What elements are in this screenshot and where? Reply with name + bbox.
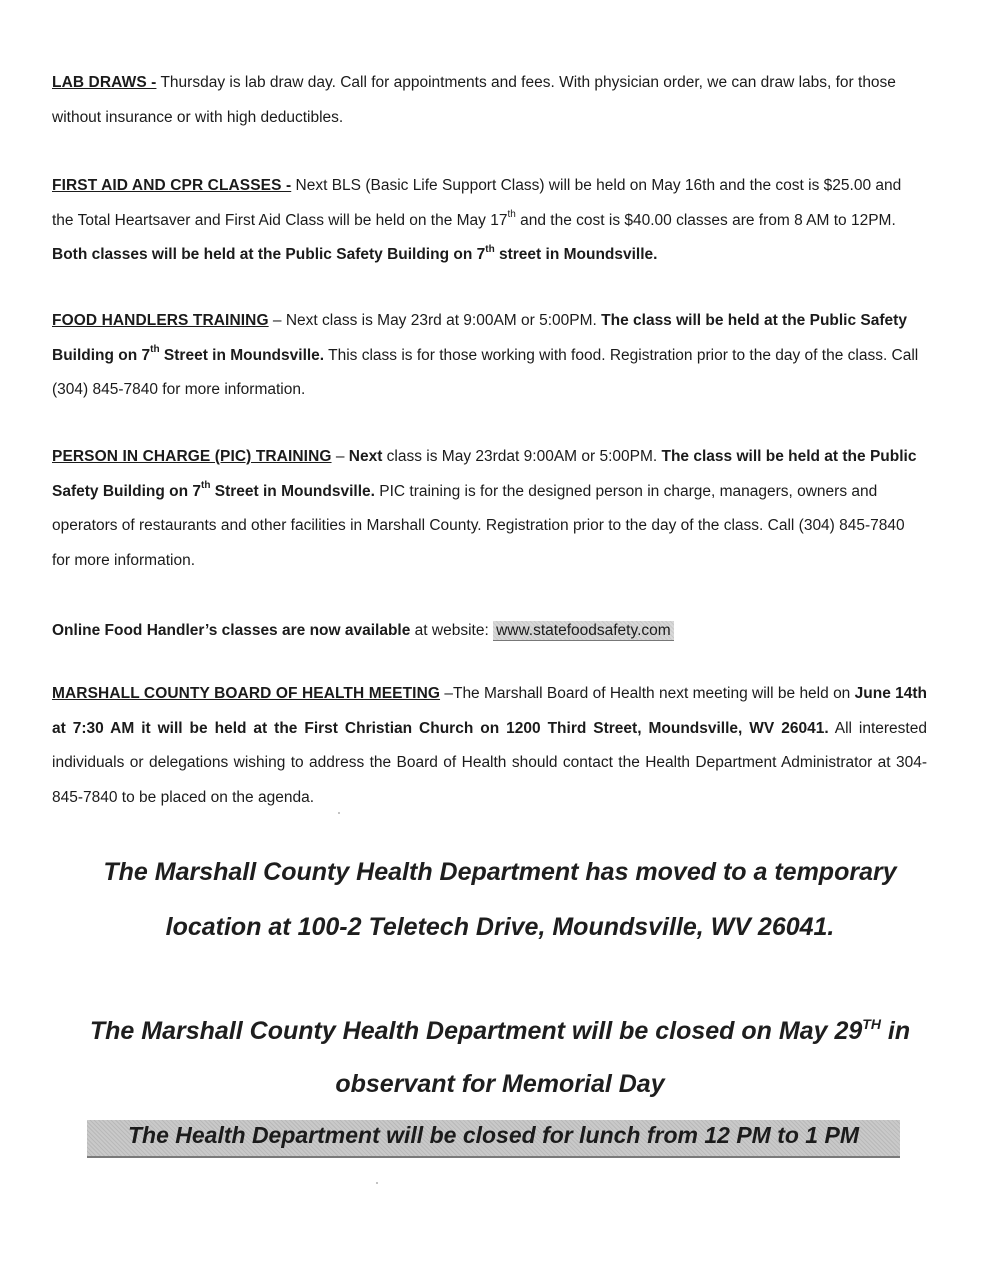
pic-next: Next xyxy=(348,448,383,465)
food-handlers-bold-1: The class will be held at the Public Safety Building on 7 xyxy=(52,312,907,364)
food-handlers-text-2: This class is for those working with food. Registration prior to the day of the class. Call (304) 845-7840 for more information. xyxy=(52,346,919,398)
closed-notice-line-1 xyxy=(40,1017,960,1046)
first-aid-sup-1: th xyxy=(507,209,516,221)
pic-bold-1: The class will be held at the Public Safety Building on 7 xyxy=(52,448,917,500)
food-handlers-section xyxy=(52,304,927,408)
first-aid-heading: FIRST AID AND CPR CLASSES - xyxy=(52,177,292,194)
pic-text-3: PIC training is for the designed person in charge, managers, owners and operators of restaurants and other facilities in Marshall County. Registration prior to the day of the class. Call (304) 845-7840 for more information. xyxy=(52,482,905,569)
closed-notice-text-a: The Marshall County Health Department will be closed on May 29 xyxy=(89,1017,863,1045)
pic-section xyxy=(52,440,927,578)
first-aid-text-1: Next BLS (Basic Life Support Class) will be held on May 16th and the cost is $25.00 and the Total Heartsaver and First Aid Class will be held on the May 17 xyxy=(52,177,902,229)
online-classes-section xyxy=(52,614,927,649)
pic-sup: th xyxy=(200,480,211,492)
moved-notice-line-2: location at 100-2 Teletech Drive, Moundsville, WV 26041. xyxy=(165,913,835,941)
website-link[interactable]: www.statefoodsafety.com xyxy=(493,621,674,641)
food-handlers-heading: FOOD HANDLERS TRAINING xyxy=(52,312,269,329)
lunch-notice: The Health Department will be closed for lunch from 12 PM to 1 PM xyxy=(127,1122,859,1148)
first-aid-section xyxy=(52,169,927,273)
food-handlers-text-1: – Next class is May 23rd at 9:00AM or 5:00PM. xyxy=(268,312,602,329)
online-classes-text: at website: xyxy=(410,622,494,639)
pic-text-2: class is May 23rdat 9:00AM or 5:00PM. xyxy=(382,448,662,465)
food-handlers-sup: th xyxy=(150,344,160,356)
board-meeting-section xyxy=(52,677,927,815)
closed-notice-line-2: observant for Memorial Day xyxy=(335,1070,665,1098)
closed-notice-text-b: in xyxy=(880,1017,911,1045)
board-meeting-heading: MARSHALL COUNTY BOARD OF HEALTH MEETING xyxy=(52,685,441,702)
moved-notice-line-1: The Marshall County Health Department has moved to a temporary xyxy=(103,858,897,886)
first-aid-bold-2: street in Moundsville. xyxy=(494,246,658,263)
scan-speck xyxy=(376,1182,378,1184)
pic-bold-2: Street in Moundsville. xyxy=(210,482,375,500)
first-aid-text-2: and the cost is $40.00 classes are from 8 AM to 12PM. xyxy=(515,211,896,229)
lab-draws-section xyxy=(52,66,927,135)
food-handlers-bold-2: Street in Moundsville. xyxy=(159,346,325,364)
first-aid-sup-2: th xyxy=(485,243,495,255)
lab-draws-heading: LAB DRAWS - xyxy=(52,74,157,91)
scan-speck xyxy=(338,812,340,814)
first-aid-bold-1: Both classes will be held at the Public Safety Building on 7 xyxy=(52,246,486,263)
board-meeting-text-1: –The Marshall Board of Health next meeting will be held on xyxy=(440,685,855,702)
pic-heading: PERSON IN CHARGE (PIC) TRAINING xyxy=(52,448,332,465)
pic-text-1: – xyxy=(331,448,349,465)
online-classes-bold: Online Food Handler’s classes are now available xyxy=(52,622,411,639)
board-meeting-bold: June 14th at 7:30 AM it will be held at the First Christian Church on 1200 Third Street, Moundsville, WV 26041. xyxy=(52,685,928,737)
closed-notice-sup: TH xyxy=(862,1015,881,1032)
lab-draws-text: Thursday is lab draw day. Call for appointments and fees. With physician order, we can draw labs, for those without insurance or with high deductibles. xyxy=(52,74,896,126)
board-meeting-text-2: All interested individuals or delegations wishing to address the Board of Health should contact the Health Department Administrator at 304-845-7840 to be placed on the agenda. xyxy=(52,719,927,806)
